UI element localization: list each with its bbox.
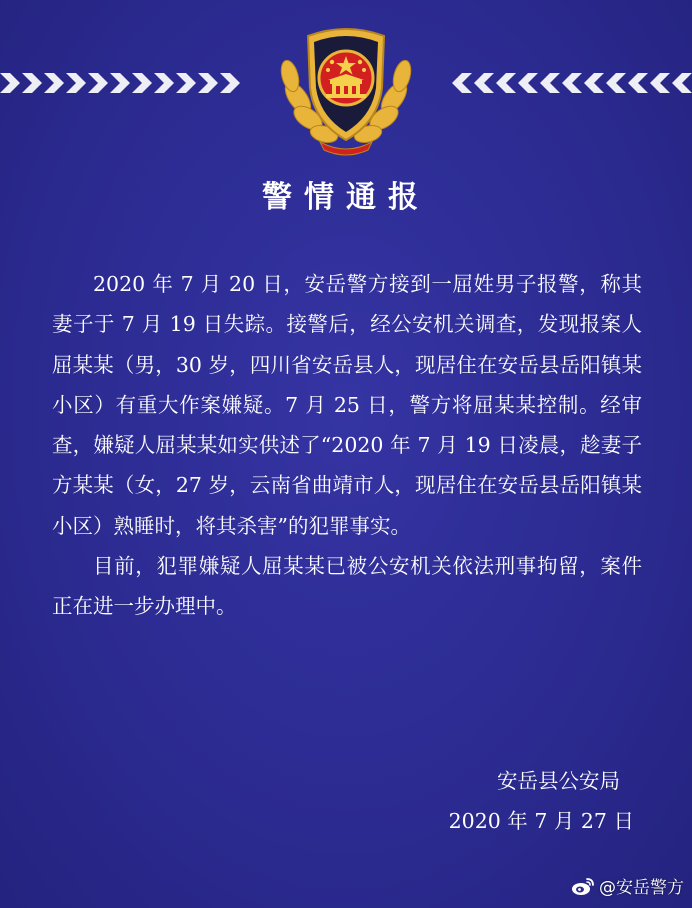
weibo-handle: @安岳警方 bbox=[599, 878, 684, 898]
notice-paragraph: 目前，犯罪嫌疑人屈某某已被公安机关依法刑事拘留，案件正在进一步办理中。 bbox=[52, 554, 642, 619]
page-title: 警情通报 bbox=[262, 180, 430, 215]
chevron-band-left bbox=[0, 70, 245, 96]
issuing-organization: 安岳县公安局 bbox=[497, 769, 620, 793]
police-emblem-icon bbox=[268, 18, 424, 158]
weibo-watermark bbox=[571, 873, 684, 898]
notice-paragraph: 2020 年 7 月 20 日，安岳警方接到一屈姓男子报警，称其妻子于 7 月 19 日失踪。接警后，经公安机关调查，发现报案人屈某某（男，30 岁，四川省安岳县人，现居住在安岳县岳阳镇某小区）有重大作案嫌疑。7 月 25 日，警方将屈某某控制。经审查，嫌疑人屈某某如实供述了“2020 年 7 月 19 日凌晨，趁妻子方某某（女，27 岁，云南省曲靖市人，现居住在安岳县岳阳镇某小区）熟睡时，将其杀害”的犯罪事实。 bbox=[52, 272, 642, 538]
issue-date: 2020 年 7 月 27 日 bbox=[448, 809, 634, 833]
notice-body bbox=[52, 264, 642, 627]
chevron-band-right bbox=[447, 70, 692, 96]
weibo-icon bbox=[571, 876, 595, 896]
